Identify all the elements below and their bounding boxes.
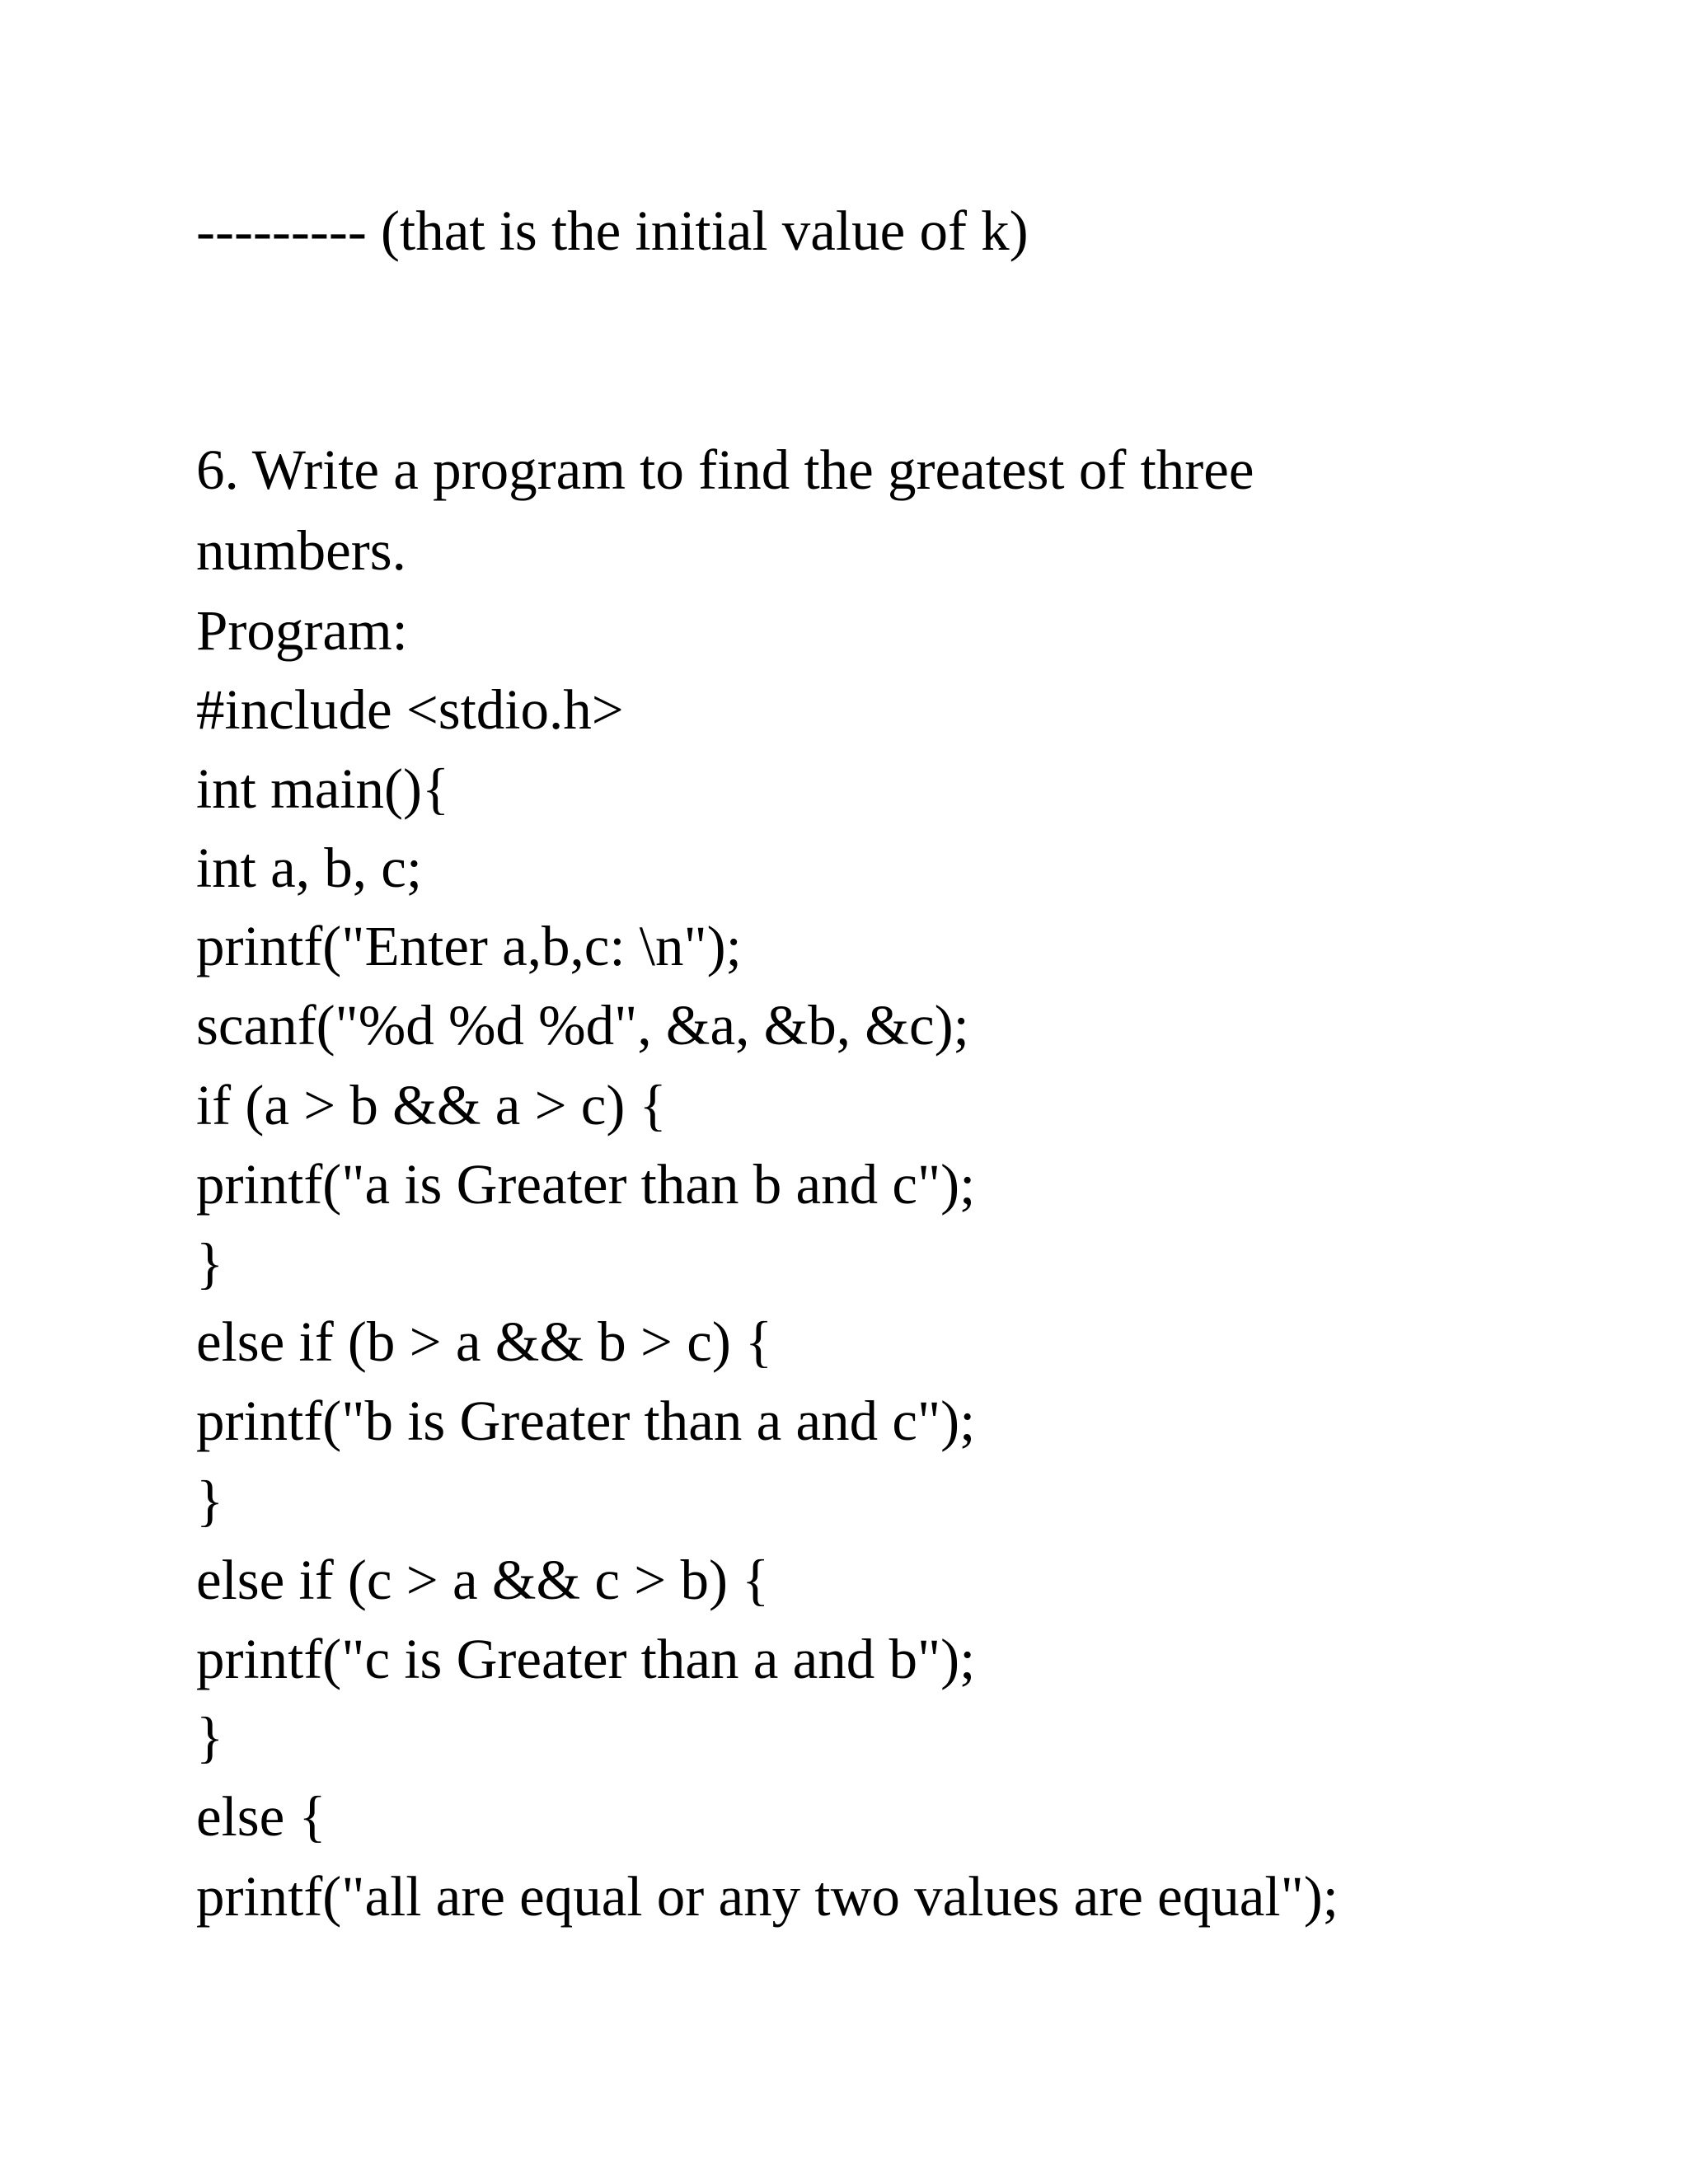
code-line: int a, b, c; (196, 837, 423, 899)
code-line: printf("c is Greater than a and b"); (196, 1628, 976, 1690)
code-line: int main(){ (196, 757, 450, 820)
code-line: #include <stdio.h> (196, 678, 624, 741)
question-text-line-1: 6. Write a program to find the greatest of three (196, 438, 1254, 501)
code-line: else if (b > a && b > c) { (196, 1310, 773, 1373)
program-label: Program: (196, 599, 408, 662)
code-line: } (196, 1706, 224, 1769)
code-line: printf("a is Greater than b and c"); (196, 1153, 976, 1216)
code-line: printf("Enter a,b,c: \n"); (196, 915, 742, 977)
code-line: } (196, 1232, 224, 1295)
code-line: scanf("%d %d %d", &a, &b, &c); (196, 994, 969, 1057)
code-line: } (196, 1469, 224, 1532)
code-line: printf("b is Greater than a and c"); (196, 1390, 976, 1452)
code-line: else { (196, 1785, 326, 1848)
code-line: printf("all are equal or any two values are equal"); (196, 1865, 1339, 1928)
question-text-line-2: numbers. (196, 519, 406, 582)
initial-value-note: --------- (that is the initial value of k) (196, 199, 1029, 262)
code-line: if (a > b && a > c) { (196, 1074, 667, 1137)
code-line: else if (c > a && c > b) { (196, 1549, 770, 1611)
